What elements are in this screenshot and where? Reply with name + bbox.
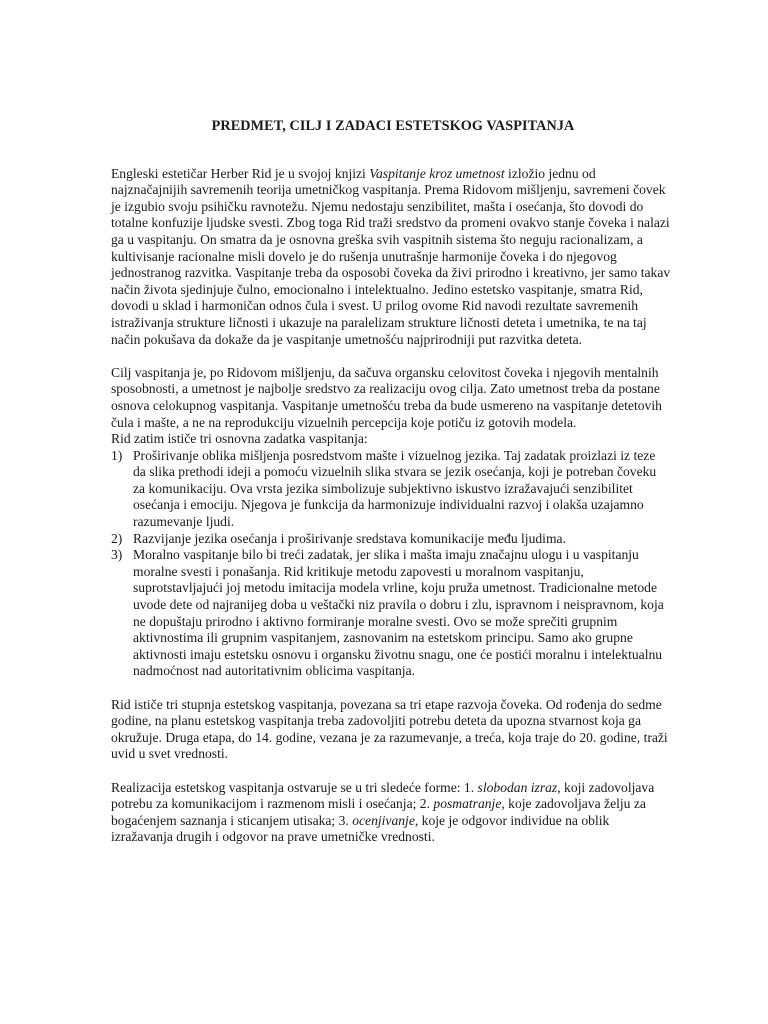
document-page [111,118,671,846]
form-free-expression: slobodan izraz [477,779,558,795]
list-item-text: Razvijanje jezika osećanja i proširivanje sredstava komunikacije među ljudima. [133,530,566,546]
paragraph-goal: Cilj vaspitanja je, po Ridovom mišljenju, da sačuva organsku celovitost čoveka i njegovih mentalnih sposobnosti, a umetnost je najbolje sredstvo za realizaciju ovog cilja. Zato umetnost treba da postane osnova celokupnog vaspitanja. Vaspitanje umetnošću treba da bude usmereno na vaspitanje detetovih čula i mašte, a ne na reprodukciju vizuelnih percepcija koje potiču iz gotovih modela. [111,364,662,430]
book-title: Vaspitanje kroz umetnost [369,165,505,181]
paragraph-gap [111,763,671,780]
form-evaluation: ocenjivanje [352,812,415,828]
paragraph-forms-text-g: , koje je odgovor individue na oblik izražavanja drugih i odgovor na prave umetničke vrednosti. [111,812,610,845]
paragraph-forms-text-a: Realizacija estetskog vaspitanja ostvaruje se u tri sledeće forme: 1. [111,779,478,795]
paragraph-forms-text-c: , koji zadovoljava potrebu za komunikacijom i razmenom misli i osećanja; 2. [111,779,655,812]
paragraph-gap [111,348,671,365]
paragraph-intro-text-c: izložio jednu od najznačajnijih savremenih teorija umetničkog vaspitanja. Prema Ridovom mišljenju, savremeni čovek je izgubio svoju psihičku ravnotežu. Njemu nedostaju senzibilitet, mašta i osećanja, što dovodi do totalne konfuzije ljudske svesti. Zbog toga Rid traži sredstvo da promeni ovakvo stanje čoveka i nalazi ga u vaspitanju. On smatra da je osnovna greška svih vaspitnih sistema što neguju racionalizam, a kultivisanje racionalne misli dovelo je do rušenja unutrašnje harmonije čoveka i do njegovog jednostranog razvitka. Vaspitanje treba da osposobi čoveka da živi prirodno i kreativno, jer samo takav način života sjedinjuje čulno, emocionalno i intelektualno. Jedino estetsko vaspitanje, smatra Rid, dovodi u sklad i harmoničan odnos čula i svest. U prilog ovome Rid navodi rezultate savremenih istraživanja strukture ličnosti i ukazuje na paralelizam strukture ličnosti deteta i umetnika, te na taj način pokušava da dokaže da je vaspitanje umetnošću najprirodniji put razvitka deteta. [111,165,671,347]
list-item [111,547,671,680]
list-item [111,448,671,531]
list-item-number: 1) [111,447,123,463]
list-item-number: 3) [111,547,123,563]
document-title: PREDMET, CILJ I ZADACI ESTETSKOG VASPITANJA [211,118,575,134]
tasks-list [111,448,671,680]
paragraph-gap [111,680,671,697]
list-item-text: Proširivanje oblika mišljenja posredstvom mašte i vizuelnog jezika. Taj zadatak proizlazi iz teze da slika prethodi ideji a pomoću vizuelnih slika stvara se jezik osećanja, koji je potreban čoveku za komunikaciju. Ova vrsta jezika simbolizuje subjektivno iskustvo izražavajući senzibilitet osećanja i emociju. Njegova je funkcija da harmonizuje individualni razvoj i olakša uzajamno razumevanje ljudi. [133,447,657,530]
paragraph-forms-text-e: , koje zadovoljava želju za bogaćenjem saznanja i sticanjem utisaka; 3. [111,796,646,828]
paragraph-forms [111,780,671,846]
paragraph-intro-text-a: Engleski estetičar Herber Rid je u svojoj knjizi [111,165,370,181]
list-item-text: Moralno vaspitanje bilo bi treći zadatak, jer slika i mašta imaju značajnu ulogu i u vaspitanju moralne svesti i ponašanja. Rid kritikuje metodu zapovesti u moralnom vaspitanju, suprotstavljajući joj metodu imitacija modela vrline, koju pruža umetnost. Tradicionalne metode uvode dete od najranijeg doba u veštački niz pravila o dobru i zlu, ispravnom i neispravnom, koja ne dopuštaju prirodno i aktivno formiranje moralne svesti. Ovo se može sprečiti grupnim aktivnostima ili grupnim vaspitanjem, zasnovanim na estetskom principu. Samo ako grupne aktivnosti imaju estetsku osnovu i organsku životnu snagu, one će postići moralnu i intelektualnu nadmoćnost nad autoritativnim oblicima vaspitanja. [133,547,664,679]
list-item [111,531,671,548]
paragraph-stages: Rid ističe tri stupnja estetskog vaspitanja, povezana sa tri etape razvoja čoveka. Od rođenja do sedme godine, na planu estetskog vaspitanja treba zadovoljiti potrebu deteta da upozna stvarnost koja ga okružuje. Druga etapa, do 14. godine, vezana je za razumevanje, a treća, koja traje do 20. godine, traži uvid u svet vrednosti. [111,696,668,762]
paragraph-intro [111,166,671,349]
list-item-number: 2) [111,530,123,546]
paragraph-tasks-intro: Rid zatim ističe tri osnovna zadatka vaspitanja: [111,431,368,447]
form-observation: posmatranje [433,796,502,812]
